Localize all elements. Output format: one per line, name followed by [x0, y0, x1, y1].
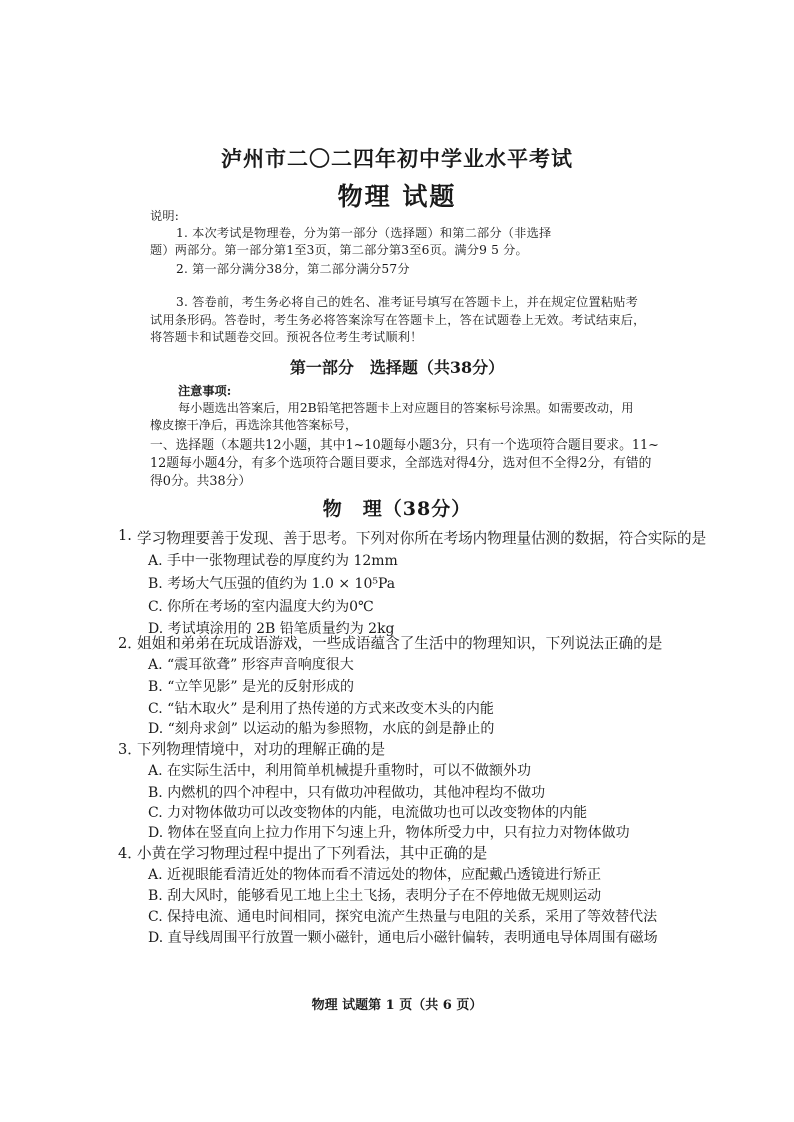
- question-option: C. 你所在考场的室内温度大约为0℃: [148, 599, 374, 615]
- question-option: D. 物体在竖直向上拉力作用下匀速上升，物体所受力中，只有拉力对物体做功: [148, 825, 630, 841]
- question-number: 1.: [118, 527, 132, 544]
- question-option: D. “刻舟求剑” 以运动的船为参照物，水底的剑是静止的: [148, 721, 495, 737]
- question-option: D. 考试填涂用的 2B 铅笔质量约为 2kg: [148, 621, 395, 637]
- instruction-line: 1. 本次考试是物理卷，分为第一部分（选择题）和第二部分（非选择: [176, 226, 552, 240]
- question-option: C. “钻木取火” 是利用了热传递的方式来改变木头的内能: [148, 701, 494, 717]
- question-option: B. 考场大气压强的值约为 1.0 × 10⁵Pa: [148, 576, 396, 592]
- question-option: B. 刮大风时，能够看见工地上尘土飞扬，表明分子在不停地做无规则运动: [148, 888, 602, 904]
- question-option: C. 力对物体做功可以改变物体的内能，电流做功也可以改变物体的内能: [148, 805, 588, 821]
- question-option: A. 近视眼能看清近处的物体而看不清远处的物体，应配戴凸透镜进行矫正: [148, 867, 602, 883]
- page-footer: 物理 试题第 1 页（共 6 页）: [311, 998, 483, 1013]
- instruction-line: 3. 答卷前，考生务必将自己的姓名、准考证号填写在答题卡上，并在规定位置粘贴考: [176, 295, 639, 309]
- question-option: A. 手中一张物理试卷的厚度约为 12mm: [148, 553, 398, 569]
- question-option: C. 保持电流、通电时间相同，探究电流产生热量与电阻的关系，采用了等效替代法: [148, 909, 658, 925]
- instruction-line: 题）两部分。第一部分第1至3页，第二部分第3至6页。满分9 5 分。: [150, 243, 528, 257]
- exam-title: 泸州市二〇二四年初中学业水平考试: [221, 146, 573, 171]
- instruction-line: 试用条形码。答卷时，考生务必将答案涂写在答题卡上，答在试题卷上无效。考试结束后，: [150, 313, 646, 327]
- question-number: 2．: [118, 635, 142, 652]
- question-option: D. 直导线周围平行放置一颗小磁针，通电后小磁针偏转，表明通电导体周围有磁场: [148, 930, 658, 946]
- question-stem: 学习物理要善于发现、善于思考。下列对你所在考场内物理量估测的数据，符合实际的是: [137, 530, 707, 547]
- part1-heading: 第一部分 选择题（共38分）: [289, 358, 505, 377]
- question-option: A. “震耳欲聋” 形容声音响度很大: [148, 657, 354, 673]
- notice-line: 每小题选出答案后，用2B铅笔把答题卡上对应题目的答案标号涂黑。如需要改动，用: [178, 401, 634, 415]
- question-option: B. “立竿见影” 是光的反射形成的: [148, 679, 354, 695]
- instruction-line: 将答题卡和试题卷交回。预祝各位考生考试顺利！: [150, 330, 423, 344]
- question-stem: 小黄在学习物理过程中提出了下列看法，其中正确的是: [137, 845, 488, 862]
- notice-line: 橡皮擦干净后，再选涂其他答案标号，: [150, 418, 358, 432]
- subject-title: 物理 试题: [337, 182, 457, 211]
- notice-label: 注意事项:: [178, 384, 232, 398]
- section-instruction-line: 一、选择题（本题共12小题，其中1~10题每小题3分，只有一个选项符合题目要求。11~: [150, 438, 659, 453]
- instructions-label: 说明:: [150, 209, 180, 223]
- section-instruction-line: 12题每小题4分，有多个选项符合题目要求，全部选对得4分，选对但不全得2分，有错的: [150, 456, 652, 471]
- question-option: B. 内燃机的四个冲程中，只有做功冲程做功，其他冲程均不做功: [148, 785, 546, 801]
- question-number: 3．: [118, 741, 142, 758]
- question-stem: 下列物理情境中，对功的理解正确的是: [137, 741, 386, 758]
- section-instruction-line: 得0分。共38分）: [150, 474, 252, 489]
- question-number: 4．: [118, 845, 142, 862]
- physics-heading: 物 理（38分）: [322, 498, 472, 520]
- instruction-line: 2. 第一部分满分38分，第二部分满分57分: [176, 262, 410, 276]
- question-option: A. 在实际生活中，利用简单机械提升重物时，可以不做额外功: [148, 763, 532, 779]
- question-stem: 姐姐和弟弟在玩成语游戏，一些成语蕴含了生活中的物理知识，下列说法正确的是: [137, 635, 663, 652]
